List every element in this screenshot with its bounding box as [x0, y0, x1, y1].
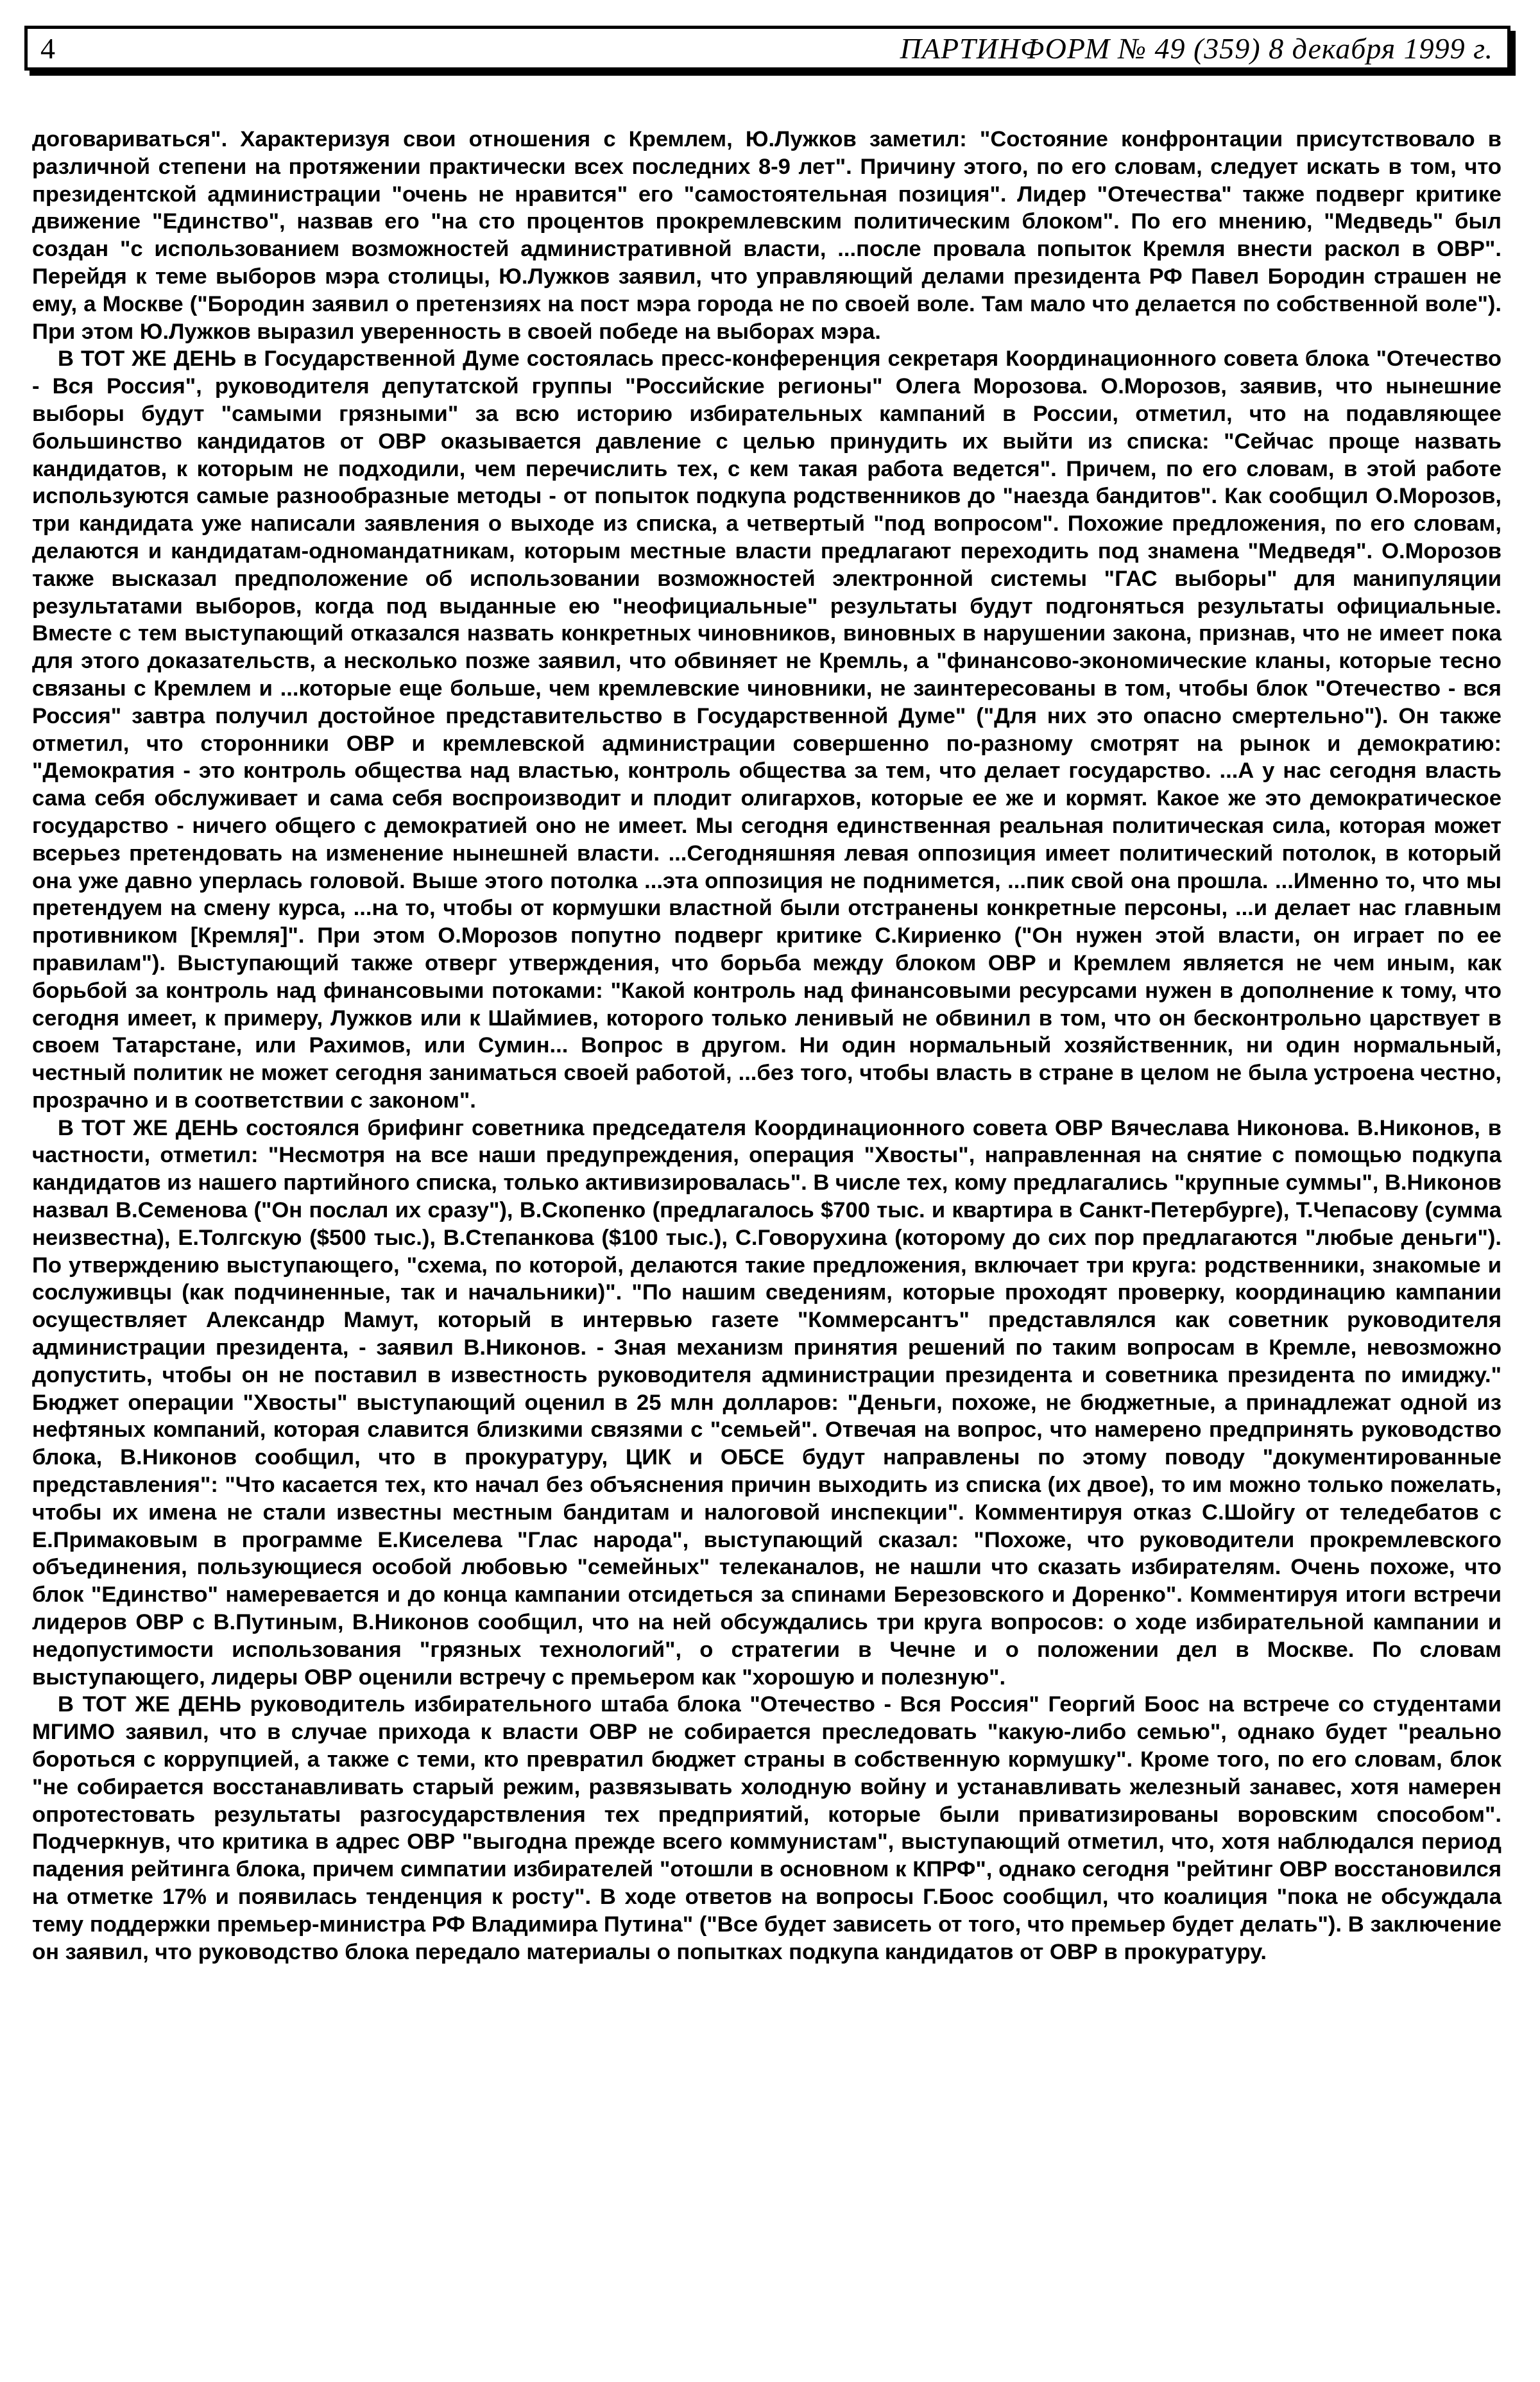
page-number: 4: [40, 31, 55, 65]
issue-line: ПАРТИНФОРМ № 49 (359) 8 декабря 1999 г.: [900, 31, 1493, 65]
paragraph-boos: В ТОТ ЖЕ ДЕНЬ руководитель избирательного штаба блока "Отечество - Вся Россия" Георгий Боос на встрече со студентами МГИМО заявил, что в случае прихода к власти ОВР не собирается преследовать "какую-либо семью", однако будет "реально бороться с коррупцией, а также с теми, кто превратил бюджет страны в собственную кормушку". Кроме того, по его словам, блок "не собирается восстанавливать старый режим, развязывать холодную войну и устанавливать железный занавес, хотя намерен опротестовать результаты разгосударствления тех предприятий, которые были приватизированы воровским способом". Подчеркнув, что критика в адрес ОВР "выгодна прежде всего коммунистам", выступающий отметил, что, хотя наблюдался период падения рейтинга блока, причем симпатии избирателей "отошли в основном к КПРФ", однако сегодня "рейтинг ОВР восстановился на отметке 17% и появилась тенденция к росту". В ходе ответов на вопросы Г.Боос сообщил, что коалиция "пока не обсуждала тему поддержки премьер-министра РФ Владимира Путина" ("Все будет зависеть от того, что премьер будет делать"). В заключение он заявил, что руководство блока передало материалы о попытках подкупа кандидатов от ОВР в прокуратуру.: [32, 1692, 1502, 1964]
page-header: [24, 26, 1510, 71]
article-body: [32, 126, 1502, 1966]
paragraph-nikonov: В ТОТ ЖЕ ДЕНЬ состоялся брифинг советника председателя Координационного совета ОВР Вячеслава Никонова. В.Никонов, в частности, отметил: "Несмотря на все наши предупреждения, операция "Хвосты", направленная на снятие с помощью подкупа кандидатов из нашего партийного списка, только активизировалась". В числе тех, кому предлагались "крупные суммы", В.Никонов назвал В.Семенова ("Он послал их сразу"), В.Скопенко (предлагалось $700 тыс. и квартира в Санкт-Петербурге), Т.Чепасову (сумма неизвестна), Е.Толгскую ($500 тыс.), В.Степанкова ($100 тыс.), С.Говорухина (которому до сих пор предлагаются "любые деньги"). По утверждению выступающего, "схема, по которой, делаются такие предложения, включает три круга: родственники, знакомые и сослуживцы (как подчиненные, так и начальники)". "По нашим сведениям, которые проходят проверку, координацию кампании осуществляет Александр Мамут, который в интервью газете "Коммерсантъ" представлялся как советник руководителя администрации президента, - заявил В.Никонов. - Зная механизм принятия решений по таким вопросам в Кремле, невозможно допустить, чтобы он не поставил в известность руководителя администрации президента и советника президента по имиджу." Бюджет операции "Хвосты" выступающий оценил в 25 млн долларов: "Деньги, похоже, не бюджетные, а принадлежат одной из нефтяных компаний, которая славится близкими связями с "семьей". Отвечая на вопрос, что намерено предпринять руководство блока, В.Никонов сообщил, что в прокуратуру, ЦИК и ОБСЕ будут направлены по этому поводу "документированные представления": "Что касается тех, кто начал без объяснения причин выходить из списка (их двое), то им можно только пожелать, чтобы их имена не стали известны местным бандитам и налоговой инспекции". Комментируя отказ С.Шойгу от теледебатов с Е.Примаковым в программе Е.Киселева "Глас народа", выступающий сказал: "Похоже, что руководители прокремлевского объединения, пользующиеся особой любовью "семейных" телеканалов, не нашли что сказать избирателям. Очень похоже, что блок "Единство" намеревается и до конца кампании отсидеться за спинами Березовского и Доренко". Комментируя итоги встречи лидеров ОВР с В.Путиным, В.Никонов сообщил, что на ней обсуждались три круга вопросов: о ходе избирательной кампании и недопустимости использования "грязных технологий", о стратегии в Чечне и о положении дел в Москве. По словам выступающего, лидеры ОВР оценили встречу с премьером как "хорошую и полезную".: [32, 1115, 1502, 1690]
paragraph-luzhkov: договариваться". Характеризуя свои отношения с Кремлем, Ю.Лужков заметил: "Состояние конфронтации присутствовало в различной степени на протяжении практически всех последних 8-9 лет". Причину этого, по его словам, следует искать в том, что президентской администрации "очень не нравится" его "самостоятельная позиция". Лидер "Отечества" также подверг критике движение "Единство", назвав его "на сто процентов прокремлевским политическим блоком". По его мнению, "Медведь" был создан "с использованием возможностей административной власти, ...после провала попыток Кремля внести раскол в ОВР". Перейдя к теме выборов мэра столицы, Ю.Лужков заявил, что управляющий делами президента РФ Павел Бородин страшен не ему, а Москве ("Бородин заявил о претензиях на пост мэра города не по своей воле. Там мало что делается по собственной воле"). При этом Ю.Лужков выразил уверенность в своей победе на выборах мэра.: [32, 127, 1502, 344]
paragraph-morozov: В ТОТ ЖЕ ДЕНЬ в Государственной Думе состоялась пресс-конференция секретаря Координационного совета блока "Отечество - Вся Россия", руководителя депутатской группы "Российские регионы" Олега Морозова. О.Морозов, заявив, что нынешние выборы будут "самыми грязными" за всю историю избирательных кампаний в России, отметил, что на подавляющее большинство кандидатов от ОВР оказывается давление с целью принудить их выйти из списка: "Сейчас проще назвать кандидатов, к которым не подходили, чем перечислить тех, с кем такая работа ведется". Причем, по его словам, в этой работе используются самые разнообразные методы - от попыток подкупа родственников до "наезда бандитов". Как сообщил О.Морозов, три кандидата уже написали заявления о выходе из списка, а четвертый "под вопросом". Похожие предложения, по его словам, делаются и кандидатам-одномандатникам, которым местные власти предлагают переходить под знамена "Медведя". О.Морозов также высказал предположение об использовании возможностей электронной системы "ГАС выборы" для манипуляции результатами выборов, когда под выданные ею "неофициальные" результаты будут подгоняться результаты официальные. Вместе с тем выступающий отказался назвать конкретных чиновников, виновных в нарушении закона, признав, что не имеет пока для этого доказательств, а несколько позже заявил, что обвиняет не Кремль, а "финансово-экономические кланы, которые тесно связаны с Кремлем и ...которые еще больше, чем кремлевские чиновники, не заинтересованы в том, чтобы блок "Отечество - вся Россия" завтра получил достойное представительство в Государственной Думе" ("Для них это опасно смертельно"). Он также отметил, что сторонники ОВР и кремлевской администрации совершенно по-разному смотрят на рынок и демократию: "Демократия - это контроль общества над властью, контроль общества за тем, что делает государство. ...А у нас сегодня власть сама себя обслуживает и сама себя воспроизводит и плодит олигархов, которые ее же и кормят. Какое же это демократическое государство - ничего общего с демократией оно не имеет. Мы сегодня единственная реальная политическая сила, которая может всерьез претендовать на изменение нынешней власти. ...Сегодняшняя левая оппозиция имеет политический потолок, в который она уже давно уперлась головой. Выше этого потолка ...эта оппозиция не поднимется, ...пик свой она прошла. ...Именно то, что мы претендуем на смену курса, ...на то, чтобы от кормушки властной были отстранены конкретные персоны, ...и делает нас главным противником [Кремля]". При этом О.Морозов попутно подверг критике С.Кириенко ("Он нужен этой власти, он играет по ее правилам"). Выступающий также отверг утверждения, что борьба между блоком ОВР и Кремлем является не чем иным, как борьбой за контроль над финансовыми потоками: "Какой контроль над финансовыми ресурсами нужен в дополнение к тому, что сегодня имеет, к примеру, Лужков или к Шаймиев, которого только ленивый не обвинил в том, что он бесконтрольно царствует в своем Татарстане, или Рахимов, или Сумин... Вопрос в другом. Ни один нормальный хозяйственник, ни один нормальный, честный политик не может сегодня заниматься своей работой, ...без того, чтобы власть в стране в целом не была устроена честно, прозрачно и в соответствии с законом".: [32, 347, 1502, 1113]
